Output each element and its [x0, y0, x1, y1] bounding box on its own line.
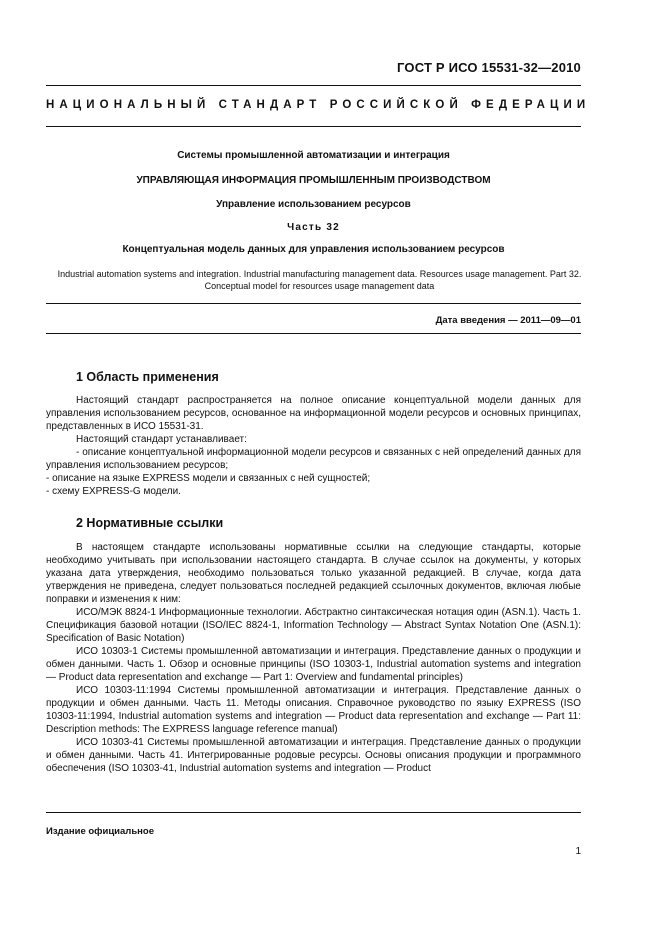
- part-number: Часть 32: [287, 222, 340, 233]
- series-title: Системы промышленной автоматизации и интеграция: [177, 150, 450, 161]
- section-1-paragraph: Настоящий стандарт распространяется на полное описание концептуальной модели данных для управления использованием ресурсов, основанное на информационной модели ресурсов и основных принципах, представленных в ИСО 15531-31.: [46, 395, 581, 432]
- sub-title: Управление использованием ресурсов: [216, 199, 411, 210]
- page-number: 1: [575, 846, 581, 857]
- normative-reference: ИСО/МЭК 8824-1 Информационные технологии. Абстрактно синтаксическая нотация один (ASN.1). Часть 1. Спецификация базовой нотации (ISO/IEC 8824-1, Information Technology — Abstract Syntax Notation One (ASN.1): Specification of Basic Notation): [46, 607, 581, 644]
- normative-reference: ИСО 10303-1 Системы промышленной автоматизации и интеграция. Представление данных о продукции и обмен данными. Часть 1. Обзор и основные принципы (ISO 10303-1, Industrial automation systems and integration — Product data representation and exchange — Part 1: Overview and fundamental principles): [46, 646, 581, 683]
- title-rule: [46, 303, 581, 304]
- section-1-body: [46, 394, 581, 498]
- introduction-date: Дата введения — 2011—09—01: [435, 315, 581, 326]
- english-title: Industrial automation systems and integration. Industrial manufacturing management data. Resources usage management. Part 32. Conceptual model for resources usage management data: [57, 269, 582, 291]
- date-rule: [46, 333, 581, 334]
- section-2-body: [46, 541, 581, 775]
- normative-reference: ИСО 10303-11:1994 Системы промышленной автоматизации и интеграция. Представление данных о продукции и обмен данными. Часть 11. Методы описания. Справочное руководство по языку EXPRESS (ISO 10303-11:1994, Industrial automation systems and integration — Product data representation and exchange — Part 11: Description methods: The EXPRESS language reference manual): [46, 685, 581, 735]
- section-1-heading: 1 Область применения: [76, 370, 219, 384]
- section-1-list-item: - описание на языке EXPRESS модели и связанных с ней сущностей;: [46, 473, 371, 484]
- header-rule-bottom: [46, 126, 581, 127]
- national-standard-banner: НАЦИОНАЛЬНЫЙ СТАНДАРТ РОССИЙСКОЙ ФЕДЕРАЦИИ: [46, 99, 591, 111]
- main-title: УПРАВЛЯЮЩАЯ ИНФОРМАЦИЯ ПРОМЫШЛЕННЫМ ПРОИЗВОДСТВОМ: [136, 175, 491, 186]
- part-title: Концептуальная модель данных для управления использованием ресурсов: [122, 244, 505, 255]
- section-1-list-item: - описание концептуальной информационной модели ресурсов и связанных с ней определений данных для управления использованием ресурсов;: [46, 447, 581, 471]
- edition-label: Издание официальное: [46, 826, 154, 837]
- footer-rule: [46, 812, 581, 813]
- header-rule-top: [46, 85, 581, 86]
- normative-reference: ИСО 10303-41 Системы промышленной автоматизации и интеграция. Представление данных о продукции и обмен данными. Часть 41. Интегрированные родовые ресурсы. Основы описания продукции и программного обеспечения (ISO 10303-41, Industrial automation systems and integration — Product: [46, 737, 581, 774]
- section-2-heading: 2 Нормативные ссылки: [76, 516, 224, 530]
- section-1-list-item: - схему EXPRESS-G модели.: [46, 486, 181, 497]
- section-1-paragraph: Настоящий стандарт устанавливает:: [76, 434, 247, 445]
- standard-code: ГОСТ Р ИСО 15531-32—2010: [396, 60, 581, 75]
- section-2-paragraph: В настоящем стандарте использованы нормативные ссылки на следующие стандарты, которые необходимо учитывать при использовании настоящего стандарта. В случае ссылок на документы, у которых указана дата утверждения, необходимо пользоваться только указанной редакцией. В случае, когда дата утверждения не приведена, следует пользоваться последней редакцией ссылочных документов, включая любые поправки и изменения к ним:: [46, 542, 581, 605]
